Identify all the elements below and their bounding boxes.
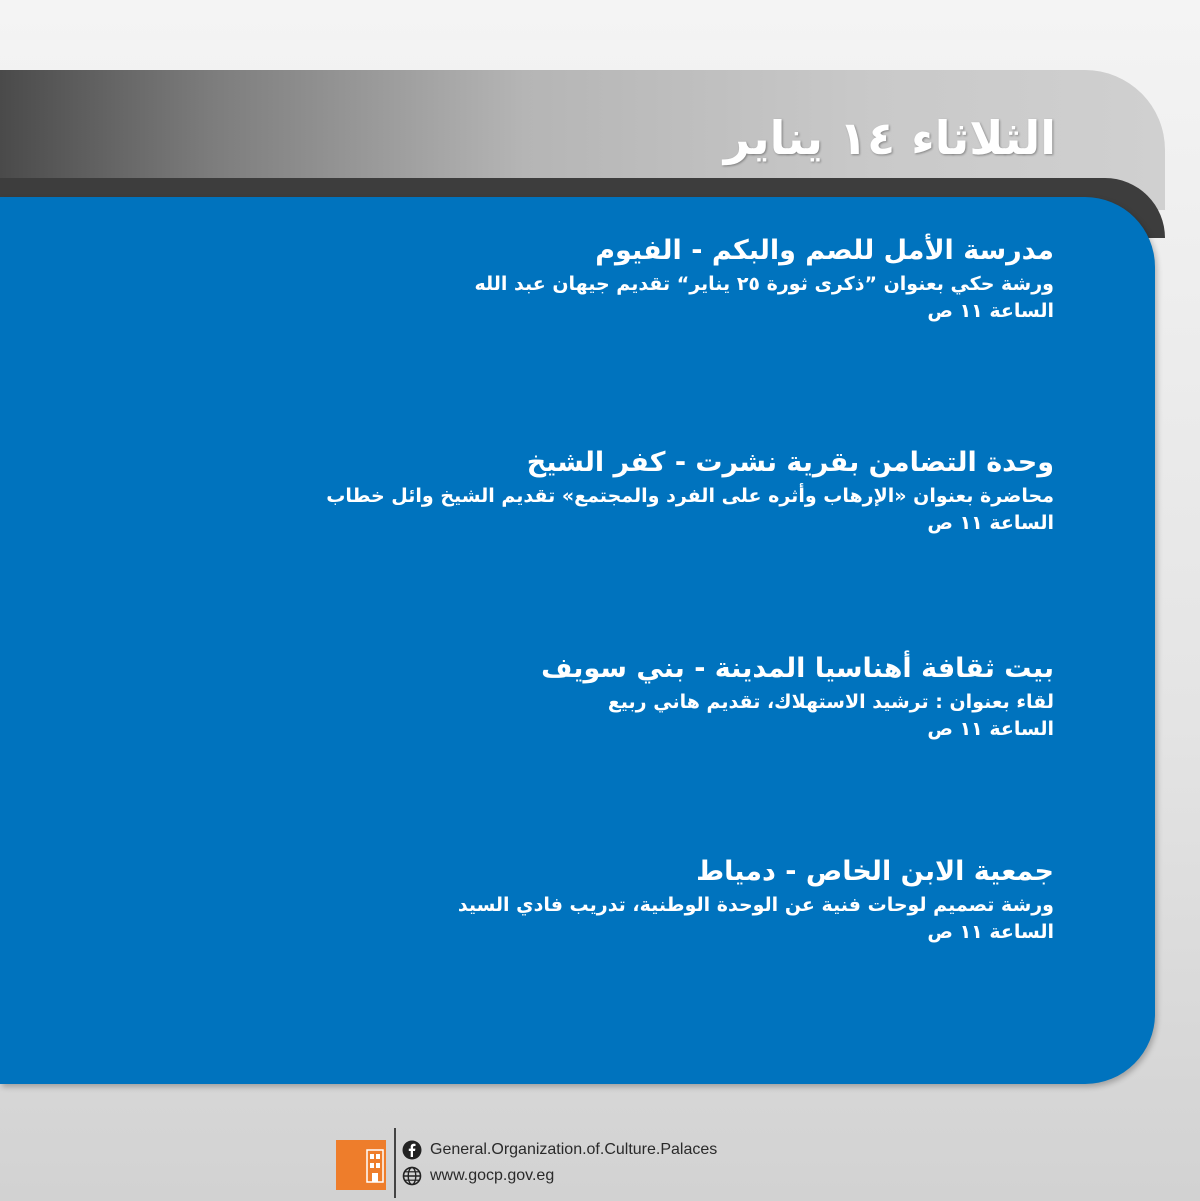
footer [336, 1126, 717, 1200]
website-link[interactable] [402, 1166, 717, 1186]
event-description: لقاء بعنوان : ترشيد الاستهلاك، تقديم هاني ربيع [607, 691, 1054, 713]
event-item [174, 233, 1054, 325]
facebook-icon [402, 1140, 422, 1160]
event-time: الساعة ١١ ص [927, 921, 1054, 943]
facebook-label[interactable]: General.Organization.of.Culture.Palaces [430, 1141, 718, 1158]
footer-divider [394, 1128, 396, 1198]
facebook-link[interactable] [402, 1140, 717, 1160]
event-item [174, 651, 1054, 743]
organization-logo [336, 1140, 386, 1190]
contact-list [402, 1140, 717, 1186]
event-venue: وحدة التضامن بقرية نشرت - كفر الشيخ [526, 447, 1054, 478]
event-description: ورشة تصميم لوحات فنية عن الوحدة الوطنية، تدريب فادي السيد [457, 894, 1054, 916]
events-panel [0, 197, 1155, 1084]
event-time: الساعة ١١ ص [927, 300, 1054, 322]
event-item [174, 854, 1054, 946]
event-time: الساعة ١١ ص [927, 512, 1054, 534]
event-venue: بيت ثقافة أهناسيا المدينة - بني سويف [541, 653, 1054, 684]
globe-icon [402, 1166, 422, 1186]
page-title: الثلاثاء ١٤ يناير [723, 111, 1056, 165]
event-venue: مدرسة الأمل للصم والبكم - الفيوم [595, 235, 1054, 266]
website-url[interactable]: www.gocp.gov.eg [430, 1167, 555, 1184]
event-time: الساعة ١١ ص [927, 718, 1054, 740]
event-description: ورشة حكي بعنوان ”ذكرى ثورة ٢٥ يناير“ تقديم جيهان عبد الله [474, 273, 1054, 295]
logo-building-icon [366, 1146, 384, 1184]
event-description: محاضرة بعنوان «الإرهاب وأثره على الفرد والمجتمع» تقديم الشيخ وائل خطاب [326, 485, 1054, 507]
event-venue: جمعية الابن الخاص - دمياط [696, 856, 1054, 887]
event-item [174, 445, 1054, 537]
